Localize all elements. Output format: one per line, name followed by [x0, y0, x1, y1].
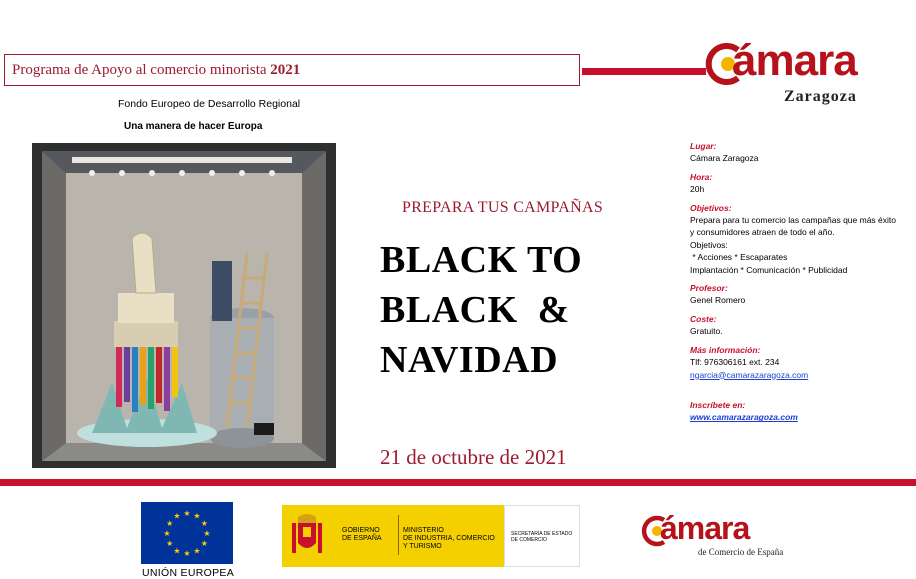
profesor-value: Genel Romero	[690, 295, 746, 306]
profesor-label: Profesor:	[690, 283, 728, 294]
event-date: 21 de octubre de 2021	[380, 445, 567, 469]
program-banner-text	[12, 62, 300, 79]
event-title-line-1: BLACK TO	[380, 239, 583, 281]
inscribete-label: Inscríbete en:	[690, 399, 746, 410]
svg-text:★: ★	[173, 546, 181, 556]
svg-text:★: ★	[163, 529, 171, 538]
event-title-line-2: BLACK &	[380, 289, 570, 331]
website-link[interactable]: www.camarazaragoza.com	[690, 412, 798, 423]
mas-info-label: Más información:	[690, 344, 761, 355]
svg-text:★: ★	[183, 509, 191, 518]
coat-of-arms-icon	[290, 513, 324, 559]
svg-text:★: ★	[193, 511, 201, 521]
event-title-line-3: NAVIDAD	[380, 339, 559, 381]
shop-window-image	[32, 143, 336, 468]
ministerio-text-1: MINISTERIO	[403, 527, 444, 534]
camara-zaragoza-logo	[704, 36, 916, 108]
gobierno-text-2: DE ESPAÑA	[342, 535, 382, 542]
gobierno-logo-panel	[282, 505, 504, 567]
event-subtitle: PREPARA TUS CAMPAÑAS	[402, 199, 604, 216]
eu-label: UNIÓN EUROPEA	[142, 567, 234, 579]
phone-number: Tlf: 976306161 ext. 234	[690, 357, 780, 368]
shop-window-photo	[32, 143, 336, 468]
objetivos-label: Objetivos:	[690, 202, 732, 213]
svg-text:★: ★	[166, 519, 174, 528]
svg-text:★: ★	[203, 529, 211, 538]
svg-text:★: ★	[166, 539, 174, 548]
top-red-bar	[582, 68, 706, 75]
bottom-red-bar	[0, 479, 916, 486]
objetivos-line: Prepara para tu comercio las campañas que más éxito	[690, 215, 896, 226]
program-year: 2021	[270, 62, 301, 78]
program-title: Programa de Apoyo al comercio minorista	[12, 62, 267, 78]
svg-text:★: ★	[200, 539, 208, 548]
svg-text:★: ★	[200, 519, 208, 528]
objetivos-line: Implantación * Comunicación * Publicidad	[690, 264, 848, 275]
gobierno-espana-logo	[282, 505, 582, 567]
svg-text:★: ★	[193, 546, 201, 556]
fund-motto: Una manera de hacer Europa	[124, 121, 263, 132]
eu-flag-icon	[141, 502, 233, 564]
lugar-value: Cámara Zaragoza	[690, 153, 759, 164]
logo-subtitle: Zaragoza	[784, 88, 857, 105]
secretaria-text-1: SECRETARÍA DE ESTADO	[511, 531, 573, 537]
ministerio-text-2: DE INDUSTRIA, COMERCIO	[403, 535, 495, 542]
camara-logo-word: ámara	[660, 510, 750, 546]
camara-espana-logo	[640, 510, 800, 566]
hora-value: 20h	[690, 184, 705, 195]
ministerio-text-3: Y TURISMO	[403, 543, 442, 550]
fund-line: Fondo Europeo de Desarrollo Regional	[118, 98, 301, 110]
logo-word: ámara	[732, 36, 857, 85]
svg-text:★: ★	[173, 511, 181, 521]
coste-label: Coste:	[690, 313, 717, 324]
gobierno-text-1: GOBIERNO	[342, 527, 380, 534]
hora-label: Hora:	[690, 171, 713, 182]
objetivos-line: y consumidores atraen de todo el año.	[690, 227, 835, 238]
svg-text:★: ★	[183, 549, 191, 558]
camara-logo-subtitle: de Comercio de España	[698, 547, 784, 557]
secretaria-panel	[504, 505, 580, 567]
objetivos-line: * Acciones * Escaparates	[690, 252, 788, 263]
secretaria-text-2: DE COMERCIO	[511, 537, 547, 543]
email-link[interactable]: ngarcia@camarazaragoza.com	[690, 369, 809, 380]
event-info-panel	[690, 140, 916, 424]
coste-value: Gratuito.	[690, 326, 723, 337]
objetivos-line: Objetivos:	[690, 239, 728, 250]
lugar-label: Lugar:	[690, 141, 717, 151]
